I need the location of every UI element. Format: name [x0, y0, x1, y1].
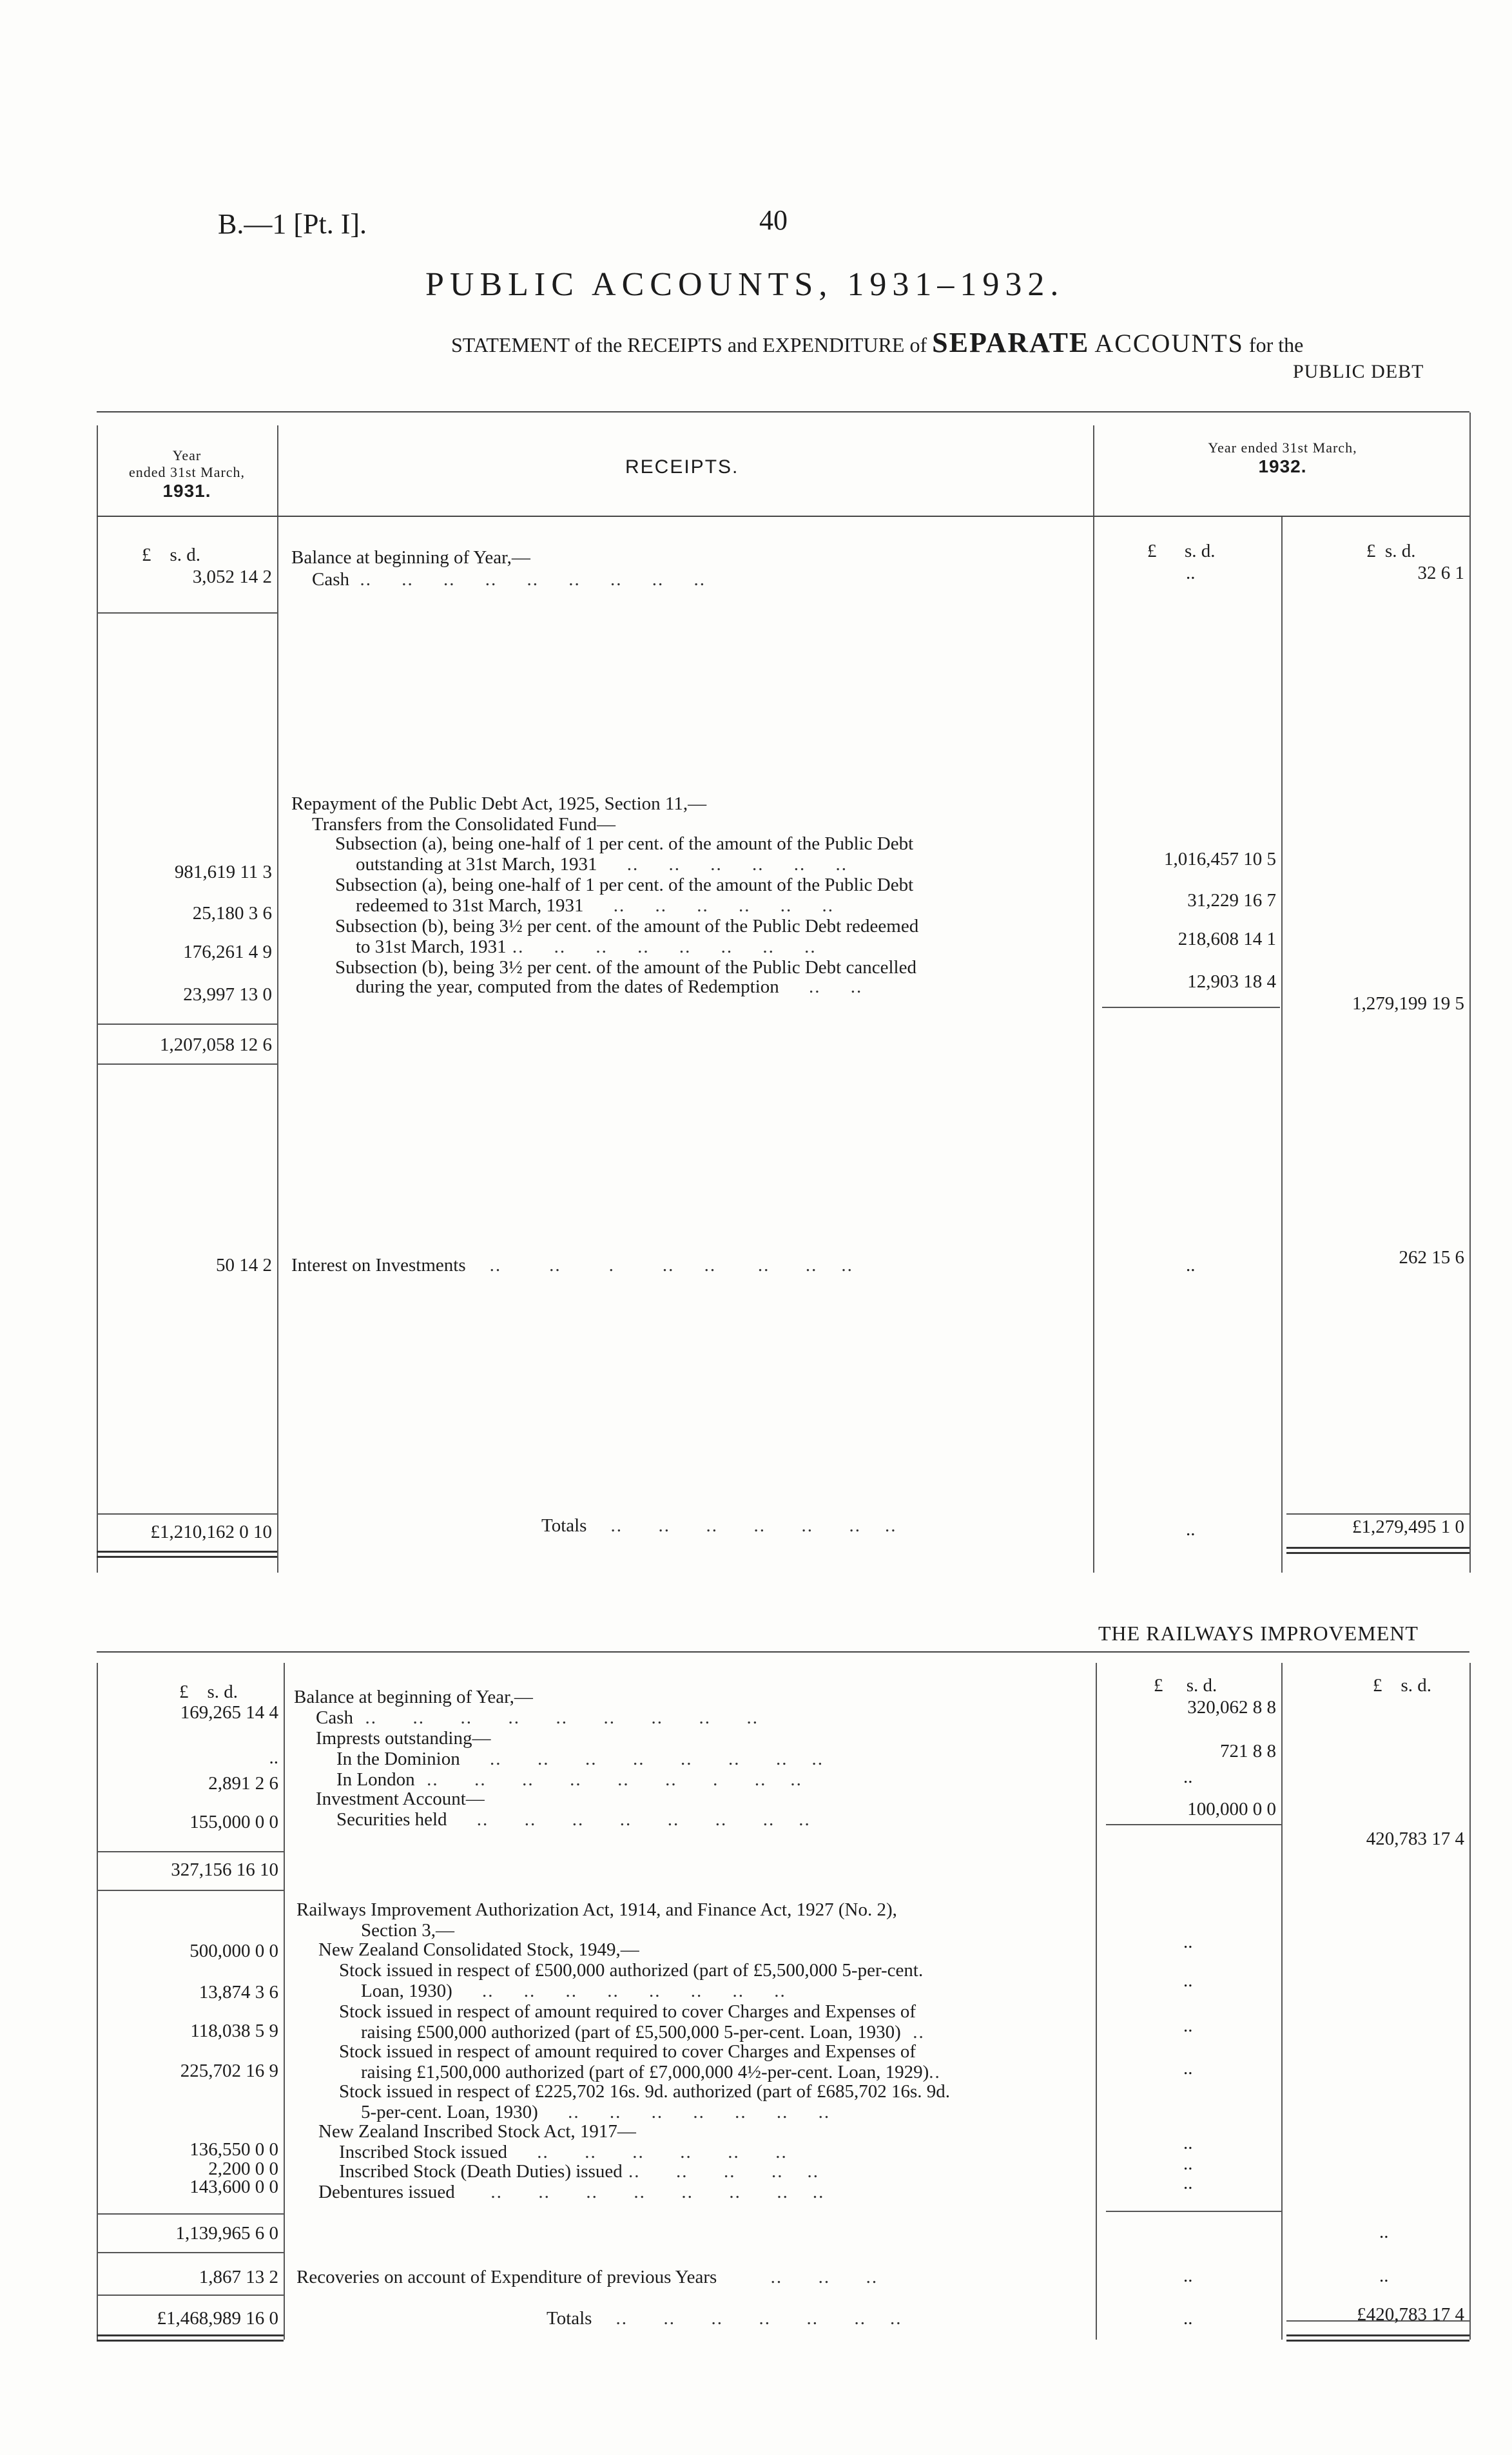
currency-heading-1932-total: £ s. d. [1373, 1675, 1432, 1696]
interest-row: Interest on Investments .. .. . .. .. .. .. .. [291, 1255, 853, 1276]
totals-double-rule [1286, 1547, 1469, 1549]
subtotal-rule [97, 2252, 284, 2253]
repayment-amount-1932: 218,608 14 1 [1178, 929, 1276, 949]
rly-stock-line: Stock issued in respect of £500,000 authorized (part of £5,500,000 5-per-cent. [339, 1960, 924, 1981]
totals-rule [1286, 1513, 1469, 1515]
rly-stock-line: raising £500,000 authorized (part of £5,500,000 5-per-cent. Loan, 1930) .. [361, 2022, 925, 2043]
totals-double-rule [97, 2334, 284, 2336]
totals-rule [97, 1513, 277, 1515]
totals-double-rule [1286, 2340, 1469, 2342]
currency-heading-1932-detail: £ s. d. [1154, 1675, 1217, 1696]
rly-inscribed-1931: 136,550 0 0 [189, 2139, 278, 2160]
repayment-total-1932: 1,279,199 19 5 [1352, 993, 1464, 1014]
header-rule [97, 516, 1469, 517]
rly-stock-1931: 500,000 0 0 [189, 1941, 278, 1961]
rly-death-1932: .. [1183, 2153, 1193, 2174]
rly-debentures-row: Debentures issued .. .. .. .. .. .. .. .. [318, 2182, 825, 2202]
totals-double-rule [1286, 1552, 1469, 1554]
section-title-railways: THE RAILWAYS IMPROVEMENT [1098, 1622, 1419, 1645]
rly-auth-line: Section 3,— [361, 1920, 454, 1941]
header-year-1931 [97, 447, 277, 501]
rly-securities-row: Securities held .. .. .. .. .. .. .. .. [336, 1809, 811, 1830]
balance-amount-1932-detail: .. [1186, 563, 1196, 583]
rly-investment-label: Investment Account— [316, 1789, 485, 1809]
column-rule [1281, 1663, 1283, 2340]
rly-debentures-1932: .. [1183, 2173, 1193, 2193]
rly-stock-line: Stock issued in respect of £225,702 16s. 9d. authorized (part of £685,702 16s. 9d. [339, 2081, 950, 2102]
rly-totals-1932-total: £420,783 17 4 [1357, 2304, 1464, 2325]
column-rule [1093, 425, 1094, 1573]
currency-heading-1932-total: £ s. d. [1366, 541, 1416, 561]
rly-securities-1931: 155,000 0 0 [189, 1812, 278, 1832]
repayment-amount-1932: 1,016,457 10 5 [1164, 849, 1276, 869]
repayment-subtotal-1931: 1,207,058 12 6 [160, 1034, 272, 1055]
totals-rule [97, 2295, 284, 2296]
repayment-item-line: to 31st March, 1931 .. .. .. .. .. .. .. .. [356, 936, 817, 957]
column-rule [277, 425, 278, 1573]
subtotal-rule [97, 1063, 277, 1065]
interest-amount-1931: 50 14 2 [216, 1255, 272, 1276]
column-rule [1469, 412, 1471, 1573]
rly-stock-1932: .. [1183, 1932, 1193, 1952]
interest-amount-1932-detail: .. [1186, 1255, 1196, 1276]
column-rule [1281, 516, 1283, 1573]
totals-double-rule [97, 2340, 284, 2342]
rly-auth-line: Railways Improvement Authorization Act, 1914, and Finance Act, 1927 (No. 2), [296, 1899, 897, 1920]
rly-dominion-1932: 721 8 8 [1220, 1741, 1276, 1761]
rly-nzcs-label: New Zealand Consolidated Stock, 1949,— [318, 1939, 639, 1960]
statement-suffix: for the [1248, 333, 1304, 356]
rly-stock-1932: .. [1183, 1970, 1193, 1991]
statement-prefix: STATEMENT of the RECEIPTS and EXPENDITURE of [451, 333, 927, 356]
repayment-item-line: Subsection (b), being 3½ per cent. of the amount of the Public Debt redeemed [335, 916, 919, 936]
currency-heading-1931: £ s. d. [142, 545, 201, 565]
header-year-ended: Year ended 31st March, [1208, 440, 1357, 456]
rly-totals-1931: £1,468,989 16 0 [157, 2308, 278, 2329]
rly-auth-total-1932: .. [1379, 2222, 1389, 2242]
repayment-amount-1931: 25,180 3 6 [192, 903, 272, 924]
subtotal-rule [97, 1890, 284, 1891]
header-year-1932 [1096, 440, 1469, 477]
rly-recoveries-row: Recoveries on account of Expenditure of previous Years .. .. .. [296, 2267, 878, 2287]
rly-recoveries-1931: 1,867 13 2 [199, 2267, 278, 2287]
rly-balance-total-1932: 420,783 17 4 [1366, 1829, 1464, 1849]
rly-stock-line: 5-per-cent. Loan, 1930) .. .. .. .. .. .. .. [361, 2102, 831, 2122]
rly-balance-label: Balance at beginning of Year,— [294, 1687, 533, 1707]
repayment-title: Repayment of the Public Debt Act, 1925, Section 11,— [291, 793, 707, 814]
rly-london-1932: .. [1183, 1767, 1193, 1787]
statement-highlight-separate: SEPARATE [932, 327, 1090, 358]
repayment-amount-1931: 23,997 13 0 [183, 984, 272, 1005]
rly-cash-1932: 320,062 8 8 [1187, 1697, 1276, 1718]
rly-inscribed-1932: .. [1183, 2133, 1193, 2153]
rly-totals-row: Totals .. .. .. .. .. .. .. [547, 2308, 902, 2329]
currency-heading-1931: £ s. d. [179, 1682, 238, 1702]
page-number: 40 [759, 204, 788, 236]
column-rule [1096, 1663, 1097, 2340]
subtotal-rule [1106, 2211, 1281, 2212]
repayment-item-line: Subsection (a), being one-half of 1 per cent. of the amount of the Public Debt [335, 875, 914, 895]
rly-cash-row: Cash .. .. .. .. .. .. .. .. .. [316, 1707, 759, 1728]
rly-stock-line: Stock issued in respect of amount required to cover Charges and Expenses of [339, 2041, 916, 2062]
rly-recoveries-1932-detail: .. [1183, 2266, 1193, 2286]
repayment-item-line: redeemed to 31st March, 1931 .. .. .. .. .. .. [356, 895, 835, 916]
table-top-rule [97, 1651, 1469, 1653]
rly-stock-line: Loan, 1930) .. .. .. .. .. .. .. .. [361, 1981, 786, 2001]
rly-inscribed-row: Inscribed Stock issued .. .. .. .. .. .. [339, 2142, 788, 2162]
header-year-value: 1932. [1258, 456, 1307, 476]
totals-amount-1932-detail: .. [1186, 1519, 1196, 1540]
repayment-amount-1931: 981,619 11 3 [174, 862, 272, 882]
balance-amount-1931: 3,052 14 2 [192, 567, 272, 587]
repayment-amount-1932: 31,229 16 7 [1187, 890, 1276, 911]
repayment-subtitle: Transfers from the Consolidated Fund— [312, 814, 615, 835]
totals-double-rule [1286, 2334, 1469, 2336]
totals-double-rule [97, 1556, 277, 1558]
rly-imprests-label: Imprests outstanding— [316, 1728, 491, 1749]
rly-totals-1932-detail: .. [1183, 2308, 1193, 2329]
subtotal-rule [97, 612, 277, 614]
statement-heading [451, 326, 1303, 359]
page-title: PUBLIC ACCOUNTS, 1931–1932. [425, 266, 1065, 303]
rly-cash-1931: 169,265 14 4 [180, 1702, 278, 1723]
rly-debentures-1931: 143,600 0 0 [189, 2177, 278, 2197]
repayment-item-line: Subsection (a), being one-half of 1 per cent. of the amount of the Public Debt [335, 833, 914, 854]
subtotal-rule [97, 1851, 284, 1852]
totals-amount-1932-total: £1,279,495 1 0 [1352, 1517, 1464, 1537]
rly-dominion-1931: .. [269, 1747, 278, 1768]
currency-heading-1932-detail: £ s. d. [1147, 541, 1216, 561]
balance-amount-1932-total: 32 6 1 [1417, 563, 1464, 583]
table-top-rule [97, 411, 1469, 412]
totals-amount-1931: £1,210,162 0 10 [150, 1522, 272, 1542]
interest-amount-1932-total: 262 15 6 [1399, 1247, 1464, 1268]
rly-stock-1931: 225,702 16 9 [180, 2061, 278, 2081]
balance-label: Balance at beginning of Year,— [291, 547, 530, 568]
rly-recoveries-1932-total: .. [1379, 2266, 1389, 2286]
statement-highlight-accounts: ACCOUNTS [1094, 329, 1244, 358]
header-receipts: RECEIPTS. [625, 456, 739, 478]
rly-auth-subtotal-1931: 1,139,965 6 0 [175, 2223, 278, 2244]
balance-cash-row: Cash .. .. .. .. .. .. .. .. .. [312, 569, 706, 590]
totals-row: Totals .. .. .. .. .. .. .. [541, 1515, 897, 1536]
rly-stock-1931: 13,874 3 6 [199, 1982, 278, 2003]
section-subject-public-debt: PUBLIC DEBT [1293, 361, 1424, 382]
rly-stock-1932: .. [1183, 2058, 1193, 2079]
column-rule [284, 1663, 285, 2340]
repayment-amount-1931: 176,261 4 9 [183, 942, 272, 962]
rly-death-1931: 2,200 0 0 [208, 2159, 278, 2179]
rly-stock-1931: 118,038 5 9 [190, 2021, 278, 2041]
rly-balance-subtotal-1931: 327,156 16 10 [171, 1859, 278, 1880]
repayment-item-line: Subsection (b), being 3½ per cent. of the amount of the Public Debt cancelled [335, 957, 916, 978]
subtotal-rule [1106, 1824, 1281, 1825]
rly-death-row: Inscribed Stock (Death Duties) issued .. .. .. .. .. [339, 2161, 819, 2182]
header-year-value: 1931. [162, 481, 211, 501]
totals-double-rule [97, 1551, 277, 1553]
rly-london-row: In London .. .. .. .. .. .. . .. .. [336, 1769, 802, 1790]
rly-stock-line: raising £1,500,000 authorized (part of £7,000,000 4½-per-cent. Loan, 1929).. [361, 2062, 941, 2082]
repayment-amount-1932: 12,903 18 4 [1187, 971, 1276, 992]
rly-stock-1932: .. [1183, 2015, 1193, 2036]
rly-stock-line: Stock issued in respect of amount required to cover Charges and Expenses of [339, 2001, 916, 2022]
rly-dominion-row: In the Dominion .. .. .. .. .. .. .. .. [336, 1749, 824, 1769]
header-year-ended: ended 31st March, [128, 464, 246, 480]
column-rule [1469, 1663, 1471, 2340]
rly-nzis-label: New Zealand Inscribed Stock Act, 1917— [318, 2121, 636, 2142]
rly-securities-1932: 100,000 0 0 [1187, 1799, 1276, 1819]
subtotal-rule [97, 1024, 277, 1025]
repayment-item-line: during the year, computed from the dates of Redemption .. .. [356, 976, 863, 997]
repayment-item-line: outstanding at 31st March, 1931 .. .. .. .. .. .. [356, 854, 848, 875]
document-reference: B.—1 [Pt. I]. [218, 208, 367, 240]
header-year-label: Year [172, 447, 202, 463]
rly-london-1931: 2,891 2 6 [208, 1773, 278, 1794]
subtotal-rule [1102, 1007, 1280, 1008]
subtotal-rule [97, 2213, 284, 2215]
